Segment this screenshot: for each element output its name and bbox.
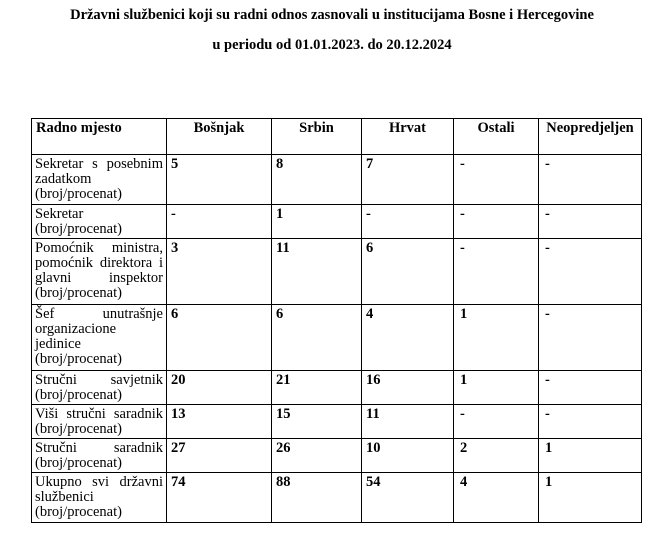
row-label-line: Sekretar [35,206,84,222]
cell-value: - [454,405,539,439]
cell-value: 11 [272,239,362,305]
row-label [32,371,167,405]
cell-value: 1 [454,371,539,405]
row-label-line: (broj/procenat) [35,186,122,202]
cell-value: 6 [272,305,362,371]
table-row [32,371,642,405]
row-label [32,205,167,239]
row-label-line: organizacione [35,321,117,337]
row-label [32,305,167,371]
cell-value: 1 [454,305,539,371]
table-row [32,305,642,371]
cell-value: 11 [362,405,454,439]
cell-value: 27 [167,439,272,473]
cell-value: 2 [454,439,539,473]
employees-table [31,118,642,523]
cell-value: - [539,305,642,371]
cell-value: - [362,205,454,239]
cell-value: 1 [539,473,642,523]
cell-value: - [454,205,539,239]
table-row [32,439,642,473]
table-row [32,205,642,239]
cell-value: - [454,239,539,305]
cell-value: 13 [167,405,272,439]
header-srbin: Srbin [272,119,362,155]
document-title-line-2: u periodu od 01.01.2023. do 20.12.2024 [212,37,452,53]
cell-value: 88 [272,473,362,523]
row-label-line: glavni inspektor [35,270,163,286]
cell-value: 1 [272,205,362,239]
document-title-line-1: Državni službenici koji su radni odnos zasnovali u institucijama Bosne i Hercegovine [70,7,594,23]
header-radno-mjesto: Radno mjesto [32,119,167,155]
row-label-line: (broj/procenat) [35,285,122,301]
table-header-row [32,119,642,155]
row-label-line: Viši stručni saradnik [35,406,163,422]
row-label-line: (broj/procenat) [35,421,122,437]
row-label-line: Stručni saradnik [35,440,163,456]
row-label-line: (broj/procenat) [35,455,122,471]
row-label [32,405,167,439]
table-row [32,473,642,523]
header-ostali: Ostali [454,119,539,155]
row-label [32,155,167,205]
cell-value: 74 [167,473,272,523]
table-row [32,405,642,439]
row-label-line: (broj/procenat) [35,387,122,403]
cell-value: 26 [272,439,362,473]
row-label-line: Sekretar s posebnim [35,156,163,172]
cell-value: - [539,205,642,239]
cell-value: 4 [454,473,539,523]
row-label-line: (broj/procenat) [35,504,122,520]
cell-value: 10 [362,439,454,473]
cell-value: 8 [272,155,362,205]
cell-value: 54 [362,473,454,523]
table-row [32,155,642,205]
cell-value: 6 [167,305,272,371]
table-row [32,239,642,305]
row-label-line: (broj/procenat) [35,351,122,367]
cell-value: 15 [272,405,362,439]
row-label-line: Stručni savjetnik [35,372,163,388]
row-label-line: Šef unutrašnje [35,306,163,322]
cell-value: 20 [167,371,272,405]
cell-value: 6 [362,239,454,305]
cell-value: 4 [362,305,454,371]
cell-value: 1 [539,439,642,473]
row-label-line: službenici [35,489,94,505]
cell-value: 21 [272,371,362,405]
row-label-line: Pomoćnik ministra, [35,240,163,256]
cell-value: - [539,155,642,205]
header-neopredjeljen: Neopredjeljen [539,119,642,155]
row-label-line: zadatkom [35,171,92,187]
cell-value: 5 [167,155,272,205]
header-bosnjak: Bošnjak [167,119,272,155]
header-hrvat: Hrvat [362,119,454,155]
row-label-line: pomoćnik direktora i [35,255,163,271]
cell-value: 3 [167,239,272,305]
row-label-line: jedinice [35,336,81,352]
row-label-line: Ukupno svi državni [35,474,163,490]
cell-value: 16 [362,371,454,405]
row-label [32,439,167,473]
row-label [32,473,167,523]
cell-value: - [539,405,642,439]
cell-value: - [539,239,642,305]
cell-value: - [167,205,272,239]
cell-value: - [539,371,642,405]
row-label [32,239,167,305]
cell-value: - [454,155,539,205]
cell-value: 7 [362,155,454,205]
row-label-line: (broj/procenat) [35,221,122,237]
